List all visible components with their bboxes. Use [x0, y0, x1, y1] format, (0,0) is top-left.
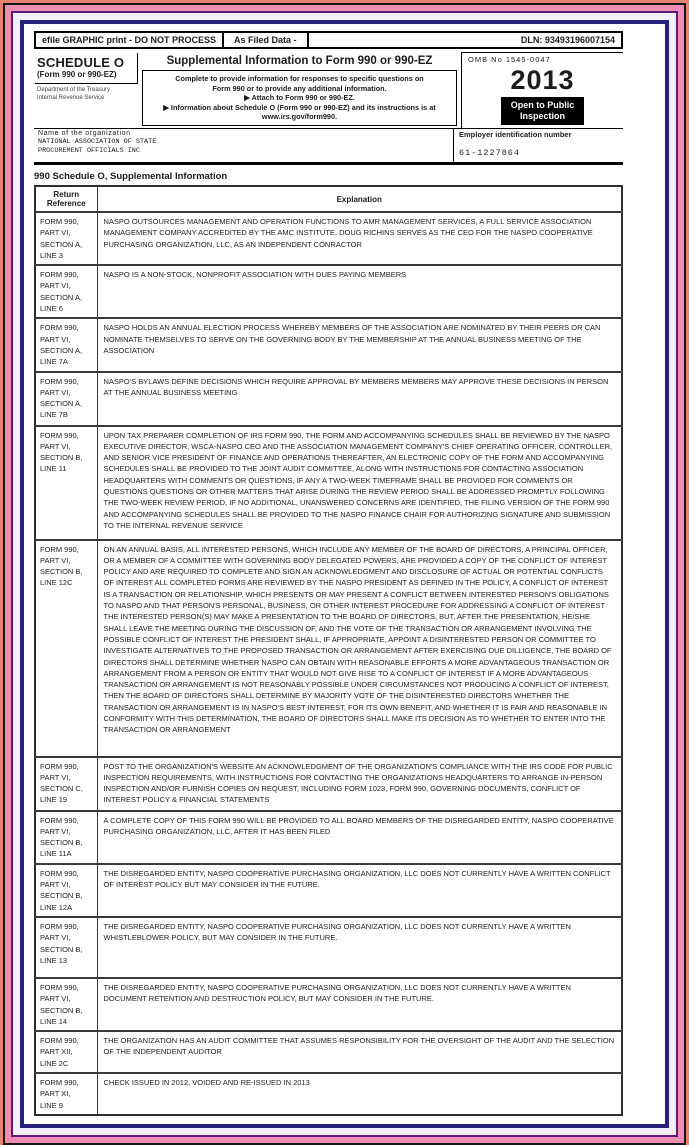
explanation-cell: UPON TAX PREPARER COMPLETION OF IRS FORM 990, THE FORM AND ACCOMPANYING SCHEDULES SHALL BE REVIEWED BY THE NASPO EXECUTIVE DIRECTOR, WSCA-NASPO CEO AND THE ASSOCIATION MANAGEMENT COMPANY'S CHIEF OPERATING OFFICER, CONTROLLER, AND SENIOR VICE PRESIDENT OF FINANCE AND OPERATIONS THEREAFTER, AN ELECTRONIC COPY OF THE FORM AND ACCOMPANYING SCHEDULES SHALL BE PROVIDED TO THE JOINT AUDIT COMMITTEE, ALONG WITH INSTRUCTIONS FOR CONTACTING ASSOCIATION HEADQUARTERS WITH COMMENTS OR QUESTIONS, IF ANY A TWO-WEEK TIMEFRAME SHALL BE PROVIDED FOR COMMENTS OR QUESTIONS QUESTIONS OR OTHER MATTERS THAT ARISE DURING THE REVIEW PERIOD SHALL BE ADDRESSED PROMPTLY FOLLOWING THE TWO-WEEK REVIEW PERIOD, IF NO ADDITIONAL, UNANSWERED CONCERNS ARE IDENTIFIED, THE FILING VERSION OF THE FORM 990 AND ACCOMPANYING SCHEDULES SHALL BE PROVIDED TO THE NASPO FINANCE CHAIR FOR AUTHORIZING SIGNATURE AND SUBMISSION TO THE INTERNAL REVENUE SERVICE: [97, 426, 622, 540]
explanation-cell: NASPO'S BYLAWS DEFINE DECISIONS WHICH REQUIRE APPROVAL BY MEMBERS MEMBERS MAY APPROVE THESE DECISIONS IN PERSON AT THE ANNUAL BUSINESS MEETING: [97, 372, 622, 426]
schedule-column: [34, 52, 138, 128]
instruction-line1: Complete to provide information for responses to specific questions on: [175, 74, 424, 83]
return-reference-cell: FORM 990, PART XII, LINE 2C: [35, 1031, 97, 1073]
schedule-o-table: [34, 185, 623, 1116]
badge-line1: Open to Public: [510, 100, 575, 110]
form-title: Supplemental Information to Form 990 or 990-EZ: [166, 55, 433, 67]
explanation-cell: A COMPLETE COPY OF THIS FORM 990 WILL BE PROVIDED TO ALL BOARD MEMBERS OF THE DISREGARDED ENTITY, NASPO COOPERATIVE PURCHASING ORGANIZATION, LLC, AFTER IT HAS BEEN FILED: [97, 811, 622, 864]
return-reference-cell: FORM 990, PART VI, SECTION C, LINE 19: [35, 757, 97, 811]
ein-value: 61-1227864: [459, 148, 521, 158]
lavender-frame: [13, 13, 676, 1135]
table-row: [35, 318, 622, 371]
schedule-table-body: [35, 212, 622, 1115]
table-row: [35, 265, 622, 318]
explanation-cell: THE DISREGARDED ENTITY, NASPO COOPERATIVE PURCHASING ORGANIZATION, LLC DOES NOT CURRENTLY HAVE A WRITTEN CONFLICT OF INTEREST POLICY BUT MAY CONSIDER IN THE FUTURE.: [97, 864, 622, 917]
efile-label: efile GRAPHIC print - DO NOT PROCESS: [36, 33, 224, 47]
form-page: [24, 24, 665, 1124]
instructions-box: [142, 70, 457, 126]
table-row: [35, 811, 622, 864]
explanation-cell: THE ORGANIZATION HAS AN AUDIT COMMITTEE THAT ASSUMES RESPONSIBILITY FOR THE OVERSIGHT OF THE AUDIT AND THE SELECTION OF THE INDEPENDENT AUDITOR: [97, 1031, 622, 1073]
return-reference-header: Return Reference: [35, 186, 97, 212]
badge-line2: Inspection: [519, 111, 565, 121]
title-column: [138, 52, 461, 128]
org-info-row: [34, 129, 623, 165]
org-name-block: [34, 129, 453, 162]
pink-frame: [5, 5, 684, 1143]
table-header: [35, 186, 622, 212]
open-to-public-badge: [501, 97, 585, 125]
org-name-value: [38, 138, 449, 155]
department-line2: Internal Revenue Service: [37, 94, 105, 101]
tax-year: 2013: [510, 65, 575, 95]
explanation-cell: ON AN ANNUAL BASIS, ALL INTERESTED PERSONS, WHICH INCLUDE ANY MEMBER OF THE BOARD OF DIRECTORS, A PRINCIPAL OFFICER, OR A MEMBER OF A COMMITTEE WITH GOVERNING BODY DELEGATED POWERS, ARE PROVIDED A COPY OF THE CONFLICT OF INTEREST POLICY AND ARE REQUIRED TO COMPLETE AND SIGN AN ACKNOWLEDGMENT AND DISCLOSURE OF ACTUAL OR POTENTIAL CONFLICTS OF INTEREST ALL COMPLETED FORMS ARE REVIEWED BY THE NASPO PRESIDENT AS DEFINED IN THE POLICY, A CONFLICT OF INTEREST IS A TRANSACTION OR RELATIONSHIP, WHICH PRESENTS OR MAY PRESENT A CONFLICT BETWEEN INTERESTED PERSON'S OBLIGATIONS TO NASPO AND THAT PERSON'S PERSONAL, BUSINESS, OR OTHER INTEREST PROCEDURE FOR ADDRESSING A CONFLICT OF INTEREST THE INTERESTED PERSON(S) MAY MAKE A PRESENTATION TO THE BOARD OF DIRECTORS, BUT, AFTER THE PRESENTATION, HE/SHE SHALL LEAVE THE MEETING DURING THE DISCUSSION OF, AND THE VOTE OF THE TRANSACTION OR ARRANGEMENT INVOLVING THE POSSIBLE CONFLICT OF INTEREST THE PRESIDENT SHALL, IF APPROPRIATE, APPOINT A DISINTERESTED PERSON OR COMMITTEE TO INVESTIGATE ALTERNATIVES TO THE PROPOSED TRANSACTION OR ARRANGEMENT AFTER EXERCISING DUE DILLIGENCE, THE BOARD OF DIRECTORS SHALL DETERMINE WHETHER NASPO CAN OBTAIN WITH REASONABLE EFFORTS A MORE ADVANTAGEOUS TRANSACTION OR ARRANGEMENT FROM A PERSON OR ENTITY THAT WOULD NOT GIVE RISE TO A CONFLICT OF INTEREST IF A MORE ADVANTAGEOUS TRANSACTION OR ARRANGEMENT IS NOT REASONABLY POSSIBLE UNDER CIRCUMSTANCES NOT PRODUCING A CONFLICT OF INTEREST, THEN THE BOARD OF DIRECTORS SHALL DETERMINE BY MAJORITY VOTE OF THE DISINTERESTED DIRECTORS WHETHER THE TRANSACTION OR ARRANGEMENT IS IN NASPO'S BEST INTEREST, FOR ITS OWN BENEFIT, AND WHETHER IT IS FAIR AND REASONABLE IN CONFORMITY WITH THIS DETERMINATION, THE BOARD OF DIRECTORS SHALL MAKE ITS DECISION AS TO WHETHER TO ENTER INTO THE TRANSACTION OR ARRANGEMENT: [97, 540, 622, 757]
org-name-line1: NATIONAL ASSOCIATION OF STATE: [38, 138, 157, 146]
navy-frame: [20, 20, 669, 1128]
explanation-cell: NASPO IS A NON-STOCK, NONPROFIT ASSOCIATION WITH DUES PAYING MEMBERS: [97, 265, 622, 318]
explanation-cell: THE DISREGARDED ENTITY, NASPO COOPERATIVE PURCHASING ORGANIZATION, LLC DOES NOT CURRENTLY HAVE A WRITTEN DOCUMENT RETENTION AND DESTRUCTION POLICY, BUT MAY CONSIDER IN THE FUTURE.: [97, 978, 622, 1031]
as-filed-label: As Filed Data -: [224, 33, 309, 47]
return-reference-cell: FORM 990, PART XI, LINE 9: [35, 1073, 97, 1115]
table-row: [35, 1031, 622, 1073]
explanation-cell: THE DISREGARDED ENTITY, NASPO COOPERATIVE PURCHASING ORGANIZATION, LLC DOES NOT CURRENTLY HAVE A WRITTEN WHISTLEBLOWER POLICY, BUT MAY CONSIDER IN THE FUTURE.: [97, 917, 622, 978]
return-reference-cell: FORM 990, PART VI, SECTION A, LINE 7A: [35, 318, 97, 371]
table-row: [35, 540, 622, 757]
instruction-line2: Form 990 or to provide any additional information.: [212, 83, 387, 93]
return-reference-cell: FORM 990, PART VI, SECTION B, LINE 11: [35, 426, 97, 540]
table-row: [35, 372, 622, 426]
explanation-cell: CHECK ISSUED IN 2012, VOIDED AND RE-ISSUED IN 2013: [97, 1073, 622, 1115]
org-name-label: Name of the organization: [38, 130, 131, 137]
schedule-subtitle: (Form 990 or 990-EZ): [37, 70, 117, 79]
org-name-line2: PROCUREMENT OFFICIALS INC: [38, 146, 140, 155]
return-reference-cell: FORM 990, PART VI, SECTION B, LINE 13: [35, 917, 97, 978]
return-reference-cell: FORM 990, PART VI, SECTION B, LINE 11A: [35, 811, 97, 864]
ein-block: [453, 129, 623, 162]
table-row: [35, 757, 622, 811]
efile-banner: [34, 31, 623, 49]
table-row: [35, 1073, 622, 1115]
department-line1: Department of the Treasury: [37, 87, 111, 93]
explanation-cell: POST TO THE ORGANIZATION'S WEBSITE AN ACKNOWLEDGMENT OF THE ORGANIZATION'S COMPLIANCE WITH THE IRS CODE FOR PUBLIC INSPECTION REQUIREMENTS, WITH INSTRUCTIONS FOR CONTACTING THE ORGANIZATIONS HEADQUARTERS TO ARRANGE IN-PERSON INSPECTION AND/OR FURNISH COPIES ON REQUEST, INCLUDING FORM 1023, FORM 990, GOVERNING DOCUMENTS, CONFLICT OF INTEREST POLICY & FINANCIAL STATEMENTS: [97, 757, 622, 811]
instruction-line4: ▶ Information about Schedule O (Form 990 or 990-EZ) and its instructions is at: [163, 102, 436, 112]
return-reference-cell: FORM 990, PART VI, SECTION B, LINE 12C: [35, 540, 97, 757]
explanation-header: Explanation: [97, 186, 622, 212]
table-header-row: [35, 186, 622, 212]
table-row: [35, 426, 622, 540]
purple-frame: [11, 11, 678, 1137]
dln-label: DLN: 93493196007154: [520, 35, 615, 45]
department-label: [35, 84, 138, 105]
schedule-box: [35, 53, 138, 84]
omb-column: [461, 52, 623, 128]
irs-url: www.irs.gov/form990.: [261, 112, 338, 122]
ein-label: Employer identification number: [459, 130, 572, 139]
omb-number: OMB No 1545-0047: [468, 55, 551, 64]
table-row: [35, 917, 622, 978]
return-reference-cell: FORM 990, PART VI, SECTION A, LINE 6: [35, 265, 97, 318]
outer-frame: [3, 3, 686, 1145]
instruction-line3: ▶ Attach to Form 990 or 990-EZ.: [244, 93, 355, 103]
table-row: [35, 864, 622, 917]
form-header: [34, 52, 623, 129]
explanation-cell: NASPO HOLDS AN ANNUAL ELECTION PROCESS WHEREBY MEMBERS OF THE ASSOCIATION ARE NOMINATED BY THEIR PEERS OR CAN NOMINATE THEMSELVES TO SERVE ON THE GOVERNING BODY BY THE MEMBERSHIP AT THE ANNUAL BUSINESS MEETING OF THE ASSOCIATION: [97, 318, 622, 371]
table-row: [35, 212, 622, 265]
return-reference-cell: FORM 990, PART VI, SECTION B, LINE 12A: [35, 864, 97, 917]
explanation-cell: NASPO OUTSOURCES MANAGEMENT AND OPERATION FUNCTIONS TO AMR MANAGEMENT SERVICES, A FULL SERVICE ASSOCIATION MANAGEMENT COMPANY ACCREDITED BY THE AMC INSTITUTE. DOUG RICHINS SERVES AS THE CEO FOR THE NASPO COOPERATIVE PURCHASING ORGANIZATION, LLC, AS AN INDEPENDENT CONRACTOR: [97, 212, 622, 265]
return-reference-cell: FORM 990, PART VI, SECTION A, LINE 7B: [35, 372, 97, 426]
table-row: [35, 978, 622, 1031]
return-reference-cell: FORM 990, PART VI, SECTION A, LINE 3: [35, 212, 97, 265]
return-reference-cell: FORM 990, PART VI, SECTION B, LINE 14: [35, 978, 97, 1031]
section-title: 990 Schedule O, Supplemental Information: [34, 171, 228, 182]
schedule-title: SCHEDULE O: [37, 55, 125, 70]
